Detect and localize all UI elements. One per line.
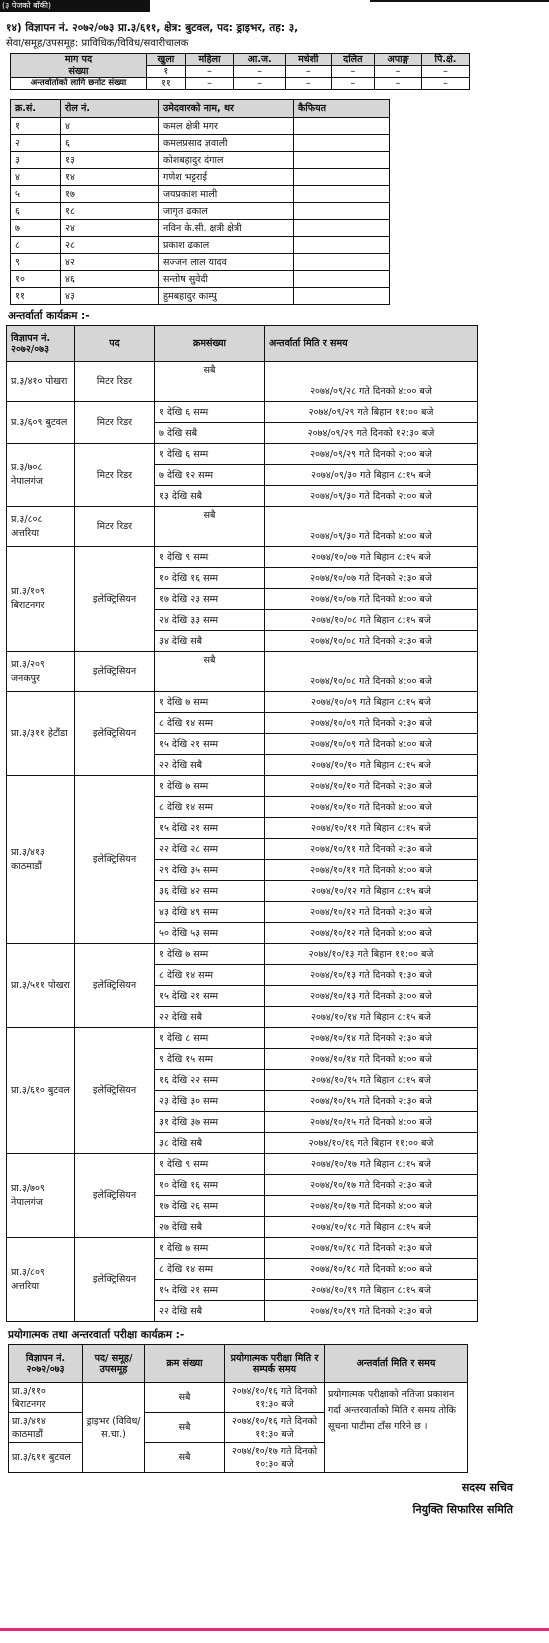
range-cell: १० देखि १६ सम्म (155, 1175, 265, 1196)
interview-date-cell: २०७४/१०/१५ गते दिनको २:३० बजे (265, 1091, 478, 1112)
name-cell: सज्जन लाल यादव (159, 254, 294, 271)
roll-cell: १७ (61, 186, 159, 203)
col-serial: क्र.सं. (11, 100, 61, 118)
col-remarks: कैफियत (294, 100, 390, 118)
range-cell: १० देखि १६ सम्म (155, 568, 265, 589)
continued-tag: (३ पेजको बाँकी) (0, 0, 150, 12)
range-cell: १ देखि ७ सम्म (155, 1238, 265, 1259)
post-cell: इलेक्ट्रिसियन (75, 944, 155, 1028)
serial-cell: ८ (11, 237, 61, 254)
practical-table (8, 1344, 468, 1473)
range-cell: २३ देखि ३० सम्म (155, 1091, 265, 1112)
interview-date-cell: २०७४/०९/२८ गते दिनको ४:०० बजे (265, 362, 478, 402)
demand-col: अपाङ्ग (375, 54, 422, 66)
remarks-cell (294, 118, 390, 135)
serial-cell: ७ (11, 220, 61, 237)
table-row (11, 135, 390, 152)
interview-table (6, 325, 478, 1322)
col-interview-date: अन्तर्वार्ता मिति र समय (265, 326, 478, 362)
interview-date-cell: २०७४/१०/१७ गते दिनको २:३० बजे (265, 1175, 478, 1196)
interview-date-cell: २०७४/१०/१२ गते दिनको २:३० बजे (265, 902, 478, 923)
table-row (7, 1238, 478, 1259)
col-roll: रोल नं. (61, 100, 159, 118)
post-cell: मिटर रिडर (75, 444, 155, 507)
range-cell: २२ देखि सबै (155, 1007, 265, 1028)
ad-number-cell: प्रा.३/४१३ काठमाडौं (7, 776, 75, 944)
range-cell: १७ देखि २३ सम्म (155, 589, 265, 610)
range-cell: ४३ देखि ४९ सम्म (155, 902, 265, 923)
name-cell: सन्तोष सुवेदी (159, 271, 294, 288)
demand-cell: १ (147, 66, 186, 78)
interview-date-cell: २०७४/१०/१३ गते दिनको ३:०० बजे (265, 986, 478, 1007)
serial-cell: ६ (11, 203, 61, 220)
table-row (11, 169, 390, 186)
post-cell: इलेक्ट्रिसियन (75, 776, 155, 944)
remarks-cell (294, 152, 390, 169)
shortlist-cell: ११ (147, 78, 186, 90)
post-cell: इलेक्ट्रिसियन (75, 692, 155, 776)
interview-body (7, 362, 478, 1322)
remarks-cell (294, 220, 390, 237)
practical-date: २०७४/१०/१७ गते दिनको १०:३० बजे (225, 1443, 325, 1473)
ad-number-cell: प्रा.३/७०९ नेपालगंज (7, 1154, 75, 1238)
demand-label-top: माग पद (11, 54, 147, 66)
roll-cell: ४ (61, 118, 159, 135)
table-row (7, 1154, 478, 1175)
serial-cell: ९ (11, 254, 61, 271)
interview-date-cell: २०७४/१०/०८ गते बिहान ८:१५ बजे (265, 610, 478, 631)
name-cell: हुमबहादुर काम्पु (159, 288, 294, 305)
range-cell: १ देखि ९ सम्म (155, 547, 265, 568)
roll-cell: १८ (61, 203, 159, 220)
table-row (11, 186, 390, 203)
post-cell: इलेक्ट्रिसियन (75, 1154, 155, 1238)
practical-ad-no: प्रा.३/४१४ काठमाडौं (9, 1413, 83, 1443)
ad-number-cell: प्र.३/४१० पोखरा (7, 362, 75, 402)
roll-cell: ४२ (61, 254, 159, 271)
interview-date-cell: २०७४/१०/०८ गते दिनको ४:०० बजे (265, 652, 478, 692)
remarks-cell (294, 169, 390, 186)
roll-cell: १३ (61, 152, 159, 169)
name-cell: जागृत ढकाल (159, 203, 294, 220)
col-practical-date: प्रयोगात्मक परीक्षा मिति र सम्पर्क समय (225, 1345, 325, 1383)
table-row (11, 254, 390, 271)
table-row (7, 402, 478, 423)
range-cell: ३६ देखि ४२ सम्म (155, 881, 265, 902)
shortlist-cell: – (234, 78, 286, 90)
interview-date-cell: २०७४/१०/१८ गते बिहान ८:१५ बजे (265, 1217, 478, 1238)
interview-date-cell: २०७४/१०/१८ गते दिनको २:३० बजे (265, 1238, 478, 1259)
ad-number-cell: प्र.३/६०९ बुटवल (7, 402, 75, 444)
range-cell: २२ देखि सबै (155, 755, 265, 776)
col-post-group: पद/ समूह/ उपसमूह (83, 1345, 145, 1383)
demand-col: मधेशी (286, 54, 332, 66)
top-bar (0, 0, 549, 12)
range-cell: ८ देखि १४ सम्म (155, 965, 265, 986)
interview-date-cell: २०७४/१०/१२ गते बिहान ८:१५ बजे (265, 881, 478, 902)
interview-date-cell: २०७४/१०/१५ गते बिहान ८:१५ बजे (265, 1070, 478, 1091)
name-cell: कोशबहादुर दंगाल (159, 152, 294, 169)
interview-date-cell: २०७४/०९/२९ गते बिहान ११:०० बजे (265, 402, 478, 423)
interview-date-cell: २०७४/१०/१९ गते बिहान ८:१५ बजे (265, 1280, 478, 1301)
range-cell: १ देखि ६ सम्म (155, 444, 265, 465)
name-cell: जयप्रकाश माली (159, 186, 294, 203)
roll-cell: २८ (61, 237, 159, 254)
serial-cell: ११ (11, 288, 61, 305)
range-cell: ८ देखि १४ सम्म (155, 1259, 265, 1280)
col-ad-no: विज्ञापन नं. २०७२/०७३ (7, 326, 75, 362)
table-row (7, 1028, 478, 1049)
table-row (11, 152, 390, 169)
remarks-cell (294, 237, 390, 254)
remarks-cell (294, 135, 390, 152)
interview-date-cell: २०७४/१०/११ गते दिनको ४:०० बजे (265, 860, 478, 881)
shortlist-label: अन्तर्वार्ताको लागि छनोट संख्या (11, 78, 147, 90)
range-cell: १५ देखि २१ सम्म (155, 818, 265, 839)
signature-title: सदस्य सचिव (461, 1481, 513, 1494)
range-cell: १६ देखि २२ सम्म (155, 1070, 265, 1091)
range-cell: ९ देखि १५ सम्म (155, 1049, 265, 1070)
demand-cell: – (286, 66, 332, 78)
remarks-cell (294, 271, 390, 288)
ad-number-cell: प्रा.३/८०९ अत्तरिया (7, 1238, 75, 1322)
roll-cell: १४ (61, 169, 159, 186)
range-cell: ३४ देखि सबै (155, 631, 265, 652)
roll-cell: २४ (61, 220, 159, 237)
interview-date-cell: २०७४/१०/०७ गते दिनको २:३० बजे (265, 568, 478, 589)
ad-number-cell: प्रा.३/३११ हेटौंडा (7, 692, 75, 776)
range-cell: १ देखि ८ सम्म (155, 1028, 265, 1049)
post-cell: मिटर रिडर (75, 402, 155, 444)
interview-date-cell: २०७४/१०/१० गते दिनको २:३० बजे (265, 776, 478, 797)
bottom-rule (0, 1628, 549, 1631)
practical-post: ड्राइभर (विविध/ स.चा.) (83, 1383, 145, 1473)
range-cell: २४ देखि ३३ सम्म (155, 610, 265, 631)
post-cell: मिटर रिडर (75, 362, 155, 402)
demand-col: खुला (147, 54, 186, 66)
range-cell: सबै (155, 652, 265, 692)
serial-cell: ४ (11, 169, 61, 186)
interview-date-cell: २०७४/०९/३० गते दिनको २:०० बजे (265, 486, 478, 507)
table-row (11, 203, 390, 220)
range-cell: ८ देखि १४ सम्म (155, 797, 265, 818)
top-rule (370, 0, 549, 2)
range-cell: १५ देखि २१ सम्म (155, 734, 265, 755)
demand-cell: – (421, 66, 469, 78)
interview-date-cell: २०७४/१०/१७ गते दिनको ४:०० बजे (265, 1196, 478, 1217)
range-cell: ५० देखि ५३ सम्म (155, 923, 265, 944)
practical-note: प्रयोगात्मक परीक्षाको नतिजा प्रकाशन गर्दा अन्तरवार्ताको मिति र समय तोकि सूचना पाटीमा टाँस गरिने छ । (325, 1383, 468, 1473)
practical-range: सबै (145, 1383, 225, 1413)
demand-col: आ.ज. (234, 54, 286, 66)
candidates-table (10, 99, 390, 305)
range-cell: १ देखि ९ सम्म (155, 1154, 265, 1175)
ad-number-cell: प्रा.३/५११ पोखरा (7, 944, 75, 1028)
interview-date-cell: २०७४/०९/२९ गते दिनको १२:३० बजे (265, 423, 478, 444)
name-cell: कमल क्षेत्री मगर (159, 118, 294, 135)
shortlist-cell: – (375, 78, 422, 90)
ad-number-cell: प्र.३/७०८ नेपालगंज (7, 444, 75, 507)
ad-number-cell: प्रा.३/६१० बुटवल (7, 1028, 75, 1154)
practical-date: २०७४/१०/१६ गते दिनको ११:३० बजे (225, 1383, 325, 1413)
serial-cell: ५ (11, 186, 61, 203)
post-cell: मिटर रिडर (75, 507, 155, 547)
interview-date-cell: २०७४/१०/१३ गते बिहान ११:०० बजे (265, 944, 478, 965)
col-name: उमेदवारको नाम, थर (159, 100, 294, 118)
range-cell: १ देखि ७ सम्म (155, 776, 265, 797)
demand-col: पि.क्षे. (421, 54, 469, 66)
range-cell: २२ देखि सबै (155, 1301, 265, 1322)
range-cell: २७ देखि सबै (155, 1217, 265, 1238)
demand-cell: – (185, 66, 233, 78)
ad-number-cell: प्रा.३/१०९ बिराटनगर (7, 547, 75, 652)
table-row (7, 776, 478, 797)
interview-date-cell: २०७४/१०/१० गते दिनको ४:०० बजे (265, 797, 478, 818)
interview-date-cell: २०७४/१०/११ गते बिहान ८:१५ बजे (265, 818, 478, 839)
table-row (11, 237, 390, 254)
table-row (11, 220, 390, 237)
demand-table (10, 53, 470, 90)
range-cell: ७ देखि १२ सम्म (155, 465, 265, 486)
table-row (11, 271, 390, 288)
interview-date-cell: २०७४/१०/०९ गते दिनको ४:०० बजे (265, 734, 478, 755)
table-row (11, 288, 390, 305)
roll-cell: ६ (61, 135, 159, 152)
range-cell: १७ देखि २६ सम्म (155, 1196, 265, 1217)
demand-col: महिला (185, 54, 233, 66)
range-cell: ३८ देखि सबै (155, 1133, 265, 1154)
interview-title: अन्तर्वार्ता कार्यक्रम :- (8, 310, 90, 322)
range-cell: १ देखि ७ सम्म (155, 944, 265, 965)
interview-date-cell: २०७४/१०/१९ गते दिनको २:३० बजे (265, 1301, 478, 1322)
interview-date-cell: २०७४/१०/१७ गते बिहान ८:१५ बजे (265, 1154, 478, 1175)
range-cell: १५ देखि २१ सम्म (155, 986, 265, 1007)
shortlist-cell: – (286, 78, 332, 90)
range-cell: ७ देखि सबै (155, 423, 265, 444)
post-cell: इलेक्ट्रिसियन (75, 1238, 155, 1322)
shortlist-cell: – (185, 78, 233, 90)
interview-date-cell: २०७४/१०/०८ गते दिनको २:३० बजे (265, 631, 478, 652)
range-cell: सबै (155, 507, 265, 547)
col-ad-no: विज्ञापन नं. २०७२/०७३ (9, 1345, 83, 1383)
col-post: पद (75, 326, 155, 362)
range-cell: १ देखि ६ सम्म (155, 402, 265, 423)
table-row (7, 652, 478, 692)
interview-date-cell: २०७४/१०/०९ गते दिनको २:३० बजे (265, 713, 478, 734)
name-cell: कमलप्रसाद ज्ञवाली (159, 135, 294, 152)
ad-number-cell: प्रा.३/२०९ जनकपुर (7, 652, 75, 692)
practical-date: २०७४/१०/१६ गते दिनको ११:३० बजे (225, 1413, 325, 1443)
interview-date-cell: २०७४/१०/०७ गते बिहान ८:१५ बजे (265, 547, 478, 568)
interview-date-cell: २०७४/१०/१० गते बिहान ८:१५ बजे (265, 755, 478, 776)
demand-label-bottom: संख्या (11, 66, 147, 78)
interview-date-cell: २०७४/१०/१४ गते बिहान ८:१५ बजे (265, 1007, 478, 1028)
table-row (7, 444, 478, 465)
post-cell: इलेक्ट्रिसियन (75, 547, 155, 652)
interview-date-cell: २०७४/१०/१६ गते बिहान ११:०० बजे (265, 1133, 478, 1154)
col-range: क्रमसंख्या (155, 326, 265, 362)
interview-date-cell: २०७४/१०/१४ गते दिनको २:३० बजे (265, 1028, 478, 1049)
range-cell: सबै (155, 362, 265, 402)
practical-range: सबै (145, 1443, 225, 1473)
table-row (7, 507, 478, 547)
remarks-cell (294, 288, 390, 305)
col-range: क्रम संख्या (145, 1345, 225, 1383)
col-interview-date: अन्तर्वार्ता मिति र समय (325, 1345, 468, 1383)
interview-date-cell: २०७४/१०/०९ गते बिहान ८:१५ बजे (265, 692, 478, 713)
name-cell: प्रकाश ढकाल (159, 237, 294, 254)
post-cell: इलेक्ट्रिसियन (75, 652, 155, 692)
range-cell: १५ देखि २१ सम्म (155, 1280, 265, 1301)
post-cell: इलेक्ट्रिसियन (75, 1028, 155, 1154)
remarks-cell (294, 254, 390, 271)
notice-subheading: सेवा/समूह/उपसमूह: प्राविधिक/विविध/सवारीचालक (6, 38, 189, 49)
serial-cell: २ (11, 135, 61, 152)
interview-date-cell: २०७४/१०/१५ गते दिनको ४:०० बजे (265, 1112, 478, 1133)
table-row (7, 944, 478, 965)
ad-number-cell: प्र.३/८०८ अत्तरिया (7, 507, 75, 547)
interview-date-cell: २०७४/१०/१८ गते दिनको ४:०० बजे (265, 1259, 478, 1280)
range-cell: ३१ देखि ३७ सम्म (155, 1112, 265, 1133)
demand-cell: – (331, 66, 375, 78)
signature-committee: नियुक्ति सिफारिस समिति (412, 1503, 513, 1516)
notice-heading: १४) विज्ञापन नं. २०७२/०७३ प्रा.३/६११, क्षेत्र: बुटवल, पद: ड्राइभर, तह: ३, (6, 22, 299, 34)
practical-ad-no: प्रा.३/११० बिराटनगर (9, 1383, 83, 1413)
roll-cell: ४३ (61, 288, 159, 305)
interview-date-cell: २०७४/१०/११ गते दिनको २:३० बजे (265, 839, 478, 860)
remarks-cell (294, 203, 390, 220)
range-cell: ८ देखि १४ सम्म (155, 713, 265, 734)
shortlist-cell: – (331, 78, 375, 90)
interview-date-cell: २०७४/१०/१३ गते दिनको १:३० बजे (265, 965, 478, 986)
practical-title: प्रयोगात्मक तथा अन्तरवार्ता परीक्षा कार्यक्रम :- (8, 1329, 185, 1341)
serial-cell: १ (11, 118, 61, 135)
table-row (7, 362, 478, 402)
range-cell: १३ देखि सबै (155, 486, 265, 507)
interview-date-cell: २०७४/०९/३० गते दिनको ४:०० बजे (265, 507, 478, 547)
practical-ad-no: प्रा.३/६११ बुटवल (9, 1443, 83, 1473)
notice-sheet (6, 12, 537, 1521)
interview-date-cell: २०७४/०९/३० गते बिहान ८:१५ बजे (265, 465, 478, 486)
remarks-cell (294, 186, 390, 203)
practical-range: सबै (145, 1413, 225, 1443)
name-cell: गणेश भट्टराई (159, 169, 294, 186)
range-cell: २९ देखि ३५ सम्म (155, 860, 265, 881)
table-row (7, 547, 478, 568)
interview-date-cell: २०७४/०९/२९ गते दिनको २:०० बजे (265, 444, 478, 465)
range-cell: २२ देखि २८ सम्म (155, 839, 265, 860)
demand-cell: – (234, 66, 286, 78)
serial-cell: १० (11, 271, 61, 288)
demand-cell: – (375, 66, 422, 78)
serial-cell: ३ (11, 152, 61, 169)
table-row (11, 118, 390, 135)
interview-date-cell: २०७४/१०/१२ गते दिनको ४:०० बजे (265, 923, 478, 944)
range-cell: १ देखि ७ सम्म (155, 692, 265, 713)
table-row (7, 692, 478, 713)
roll-cell: ४६ (61, 271, 159, 288)
demand-col: दलित (331, 54, 375, 66)
name-cell: नविन के.सी. क्षत्री क्षेत्री (159, 220, 294, 237)
interview-date-cell: २०७४/१०/१४ गते दिनको ४:०० बजे (265, 1049, 478, 1070)
interview-date-cell: २०७४/१०/०७ गते दिनको ४:०० बजे (265, 589, 478, 610)
candidates-body (11, 118, 390, 305)
shortlist-cell: – (421, 78, 469, 90)
